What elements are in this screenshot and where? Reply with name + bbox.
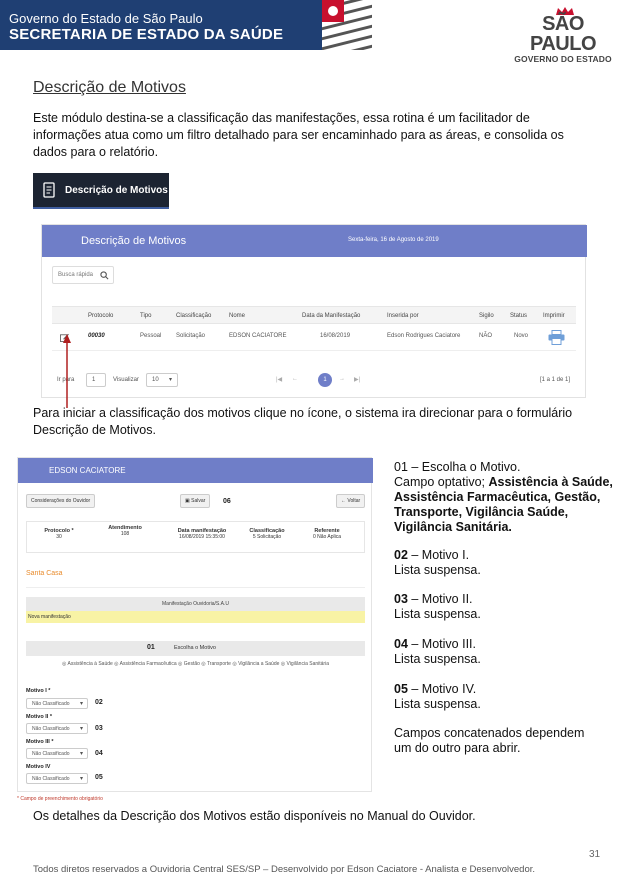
chevron-down-icon: ▾: [169, 377, 173, 383]
closing-paragraph: Os detalhes da Descrição dos Motivos estão disponíveis no Manual do Ouvidor.: [33, 809, 476, 823]
col-data: Data da Manifestação: [302, 313, 361, 319]
divider: [26, 587, 365, 588]
motivo-3-select[interactable]: Não Classificado ▾: [26, 748, 88, 759]
step-03-description: 03 – Motivo II. Lista suspensa.: [394, 592, 481, 621]
header-gov-line: Governo do Estado de São Paulo: [9, 11, 203, 26]
row-protocolo: 00030: [88, 333, 105, 339]
chevron-down-icon: ▾: [79, 726, 83, 732]
col-nome: Nome: [229, 313, 246, 319]
logo-main-text: SÃO PAULO: [529, 13, 596, 55]
back-label: Voltar: [347, 498, 361, 504]
col-imprimir: Imprimir: [543, 313, 565, 319]
page-header: [0, 0, 636, 64]
step-03-marker: 03: [95, 725, 103, 732]
quick-search-placeholder: Busca rápida: [58, 272, 94, 278]
section-title: Descrição de Motivos: [33, 79, 186, 96]
go-to-label: Ir para: [57, 377, 75, 383]
intro-paragraph: Este módulo destina-se a classificação das manifestações, essa rotina é um facilitador de informações atua como um filtro detalhado para ser encaminhado para as áreas, e consolida os dados para o relatório.: [33, 111, 564, 159]
form-user-name: EDSON CACIATORE: [49, 466, 126, 475]
per-page-select[interactable]: [146, 373, 178, 387]
info-atendimento: Atendimento 108: [108, 525, 142, 537]
logo-sub-text: GOVERNO DO ESTADO: [514, 54, 612, 64]
per-page-value: 10: [152, 377, 159, 383]
chevron-down-icon: ▾: [79, 701, 83, 707]
flag-stripes-icon: [322, 0, 372, 50]
table-header: [52, 306, 576, 324]
instruction-paragraph: Para iniciar a classificação dos motivos clique no ícone, o sistema ira direcionar para o formulário Descrição de Motivos.: [33, 406, 573, 437]
row-classificacao: Solicitação: [176, 333, 206, 339]
row-inserida: Edson Rodrigues Caciatore: [387, 333, 461, 339]
list-date: Sexta-feira, 16 de Agosto de 2019: [348, 237, 439, 243]
prev-page-icon[interactable]: ←: [292, 376, 298, 382]
save-icon: ▣: [185, 498, 192, 504]
motivo-radio-options[interactable]: ◎ Assistência à Saúde ◎ Assistência Farmacêutica ◎ Gestão ◎ Transporte ◎ Vigilância a Saúde ◎ Vigilância Sanitária: [62, 661, 329, 667]
list-screenshot: [41, 224, 586, 398]
save-label: Salvar: [191, 498, 206, 504]
quick-search-input[interactable]: [52, 266, 114, 284]
next-page-icon[interactable]: →: [339, 376, 345, 382]
search-icon[interactable]: [100, 271, 109, 280]
table-row[interactable]: [52, 325, 576, 351]
visualizar-label: Visualizar: [113, 377, 139, 383]
consideracoes-button[interactable]: Considerações do Ouvidor: [26, 494, 95, 508]
col-sigilo: Sigilo: [479, 313, 494, 319]
col-protocolo: Protocolo: [88, 313, 114, 319]
chevron-down-icon: ▾: [79, 776, 83, 782]
menu-button-label: Descrição de Motivos: [65, 184, 168, 196]
arrow-left-icon: ←: [341, 498, 348, 504]
step-01-marker: 01: [147, 644, 155, 651]
sp-logo: [508, 14, 618, 64]
row-tipo: Pessoal: [140, 333, 162, 339]
pagination-bar: [52, 373, 576, 389]
row-data: 16/08/2019: [320, 333, 351, 339]
info-referente: Referente 0 Não Aplica: [312, 528, 342, 540]
report-icon: [41, 182, 57, 198]
step-05-description: 05 – Motivo IV. Lista suspensa.: [394, 682, 481, 711]
list-title: Descrição de Motivos: [81, 235, 187, 247]
last-page-icon[interactable]: ▶|: [354, 377, 361, 383]
print-icon[interactable]: [548, 330, 565, 345]
form-title-bar: [18, 458, 373, 483]
col-inserida: Inserida por: [387, 313, 419, 319]
go-to-input[interactable]: [86, 373, 106, 387]
pointer-arrow-icon: [62, 334, 72, 408]
step-06-marker: 06: [223, 498, 231, 505]
step-04-marker: 04: [95, 750, 103, 757]
concatenated-note: Campos concatenados dependem um do outro para abrir.: [394, 726, 585, 755]
motivo-1-select[interactable]: Não Classificado ▾: [26, 698, 88, 709]
motivo-1-label: Motivo I *: [26, 688, 51, 694]
chevron-down-icon: ▾: [79, 751, 83, 757]
required-note: * Campo de preenchimento obrigatório: [17, 796, 103, 802]
row-sigilo: NÃO: [479, 333, 493, 339]
motivo-2-select[interactable]: Não Classificado ▾: [26, 723, 88, 734]
step-02-description: 02 – Motivo I. Lista suspensa.: [394, 548, 481, 577]
save-button[interactable]: [180, 494, 210, 508]
go-to-value: 1: [92, 377, 96, 383]
unit-name: Santa Casa: [26, 570, 63, 577]
col-tipo: Tipo: [140, 313, 152, 319]
page-range: [1 a 1 de 1]: [540, 377, 571, 383]
first-page-icon[interactable]: |◀: [276, 377, 283, 383]
list-title-bar: [42, 225, 587, 257]
step-04-description: 04 – Motivo III. Lista suspensa.: [394, 637, 481, 666]
motivo-4-select[interactable]: Não Classificado ▾: [26, 773, 88, 784]
current-page-button[interactable]: 1: [318, 373, 332, 387]
escolha-label: Escolha o Motivo: [174, 645, 216, 651]
manif-header: Manifestação Ouvidoria/S.A.U: [26, 597, 365, 611]
descricao-motivos-menu-button[interactable]: [33, 173, 169, 209]
col-classificacao: Classificação: [176, 313, 212, 319]
info-data: Data manifestação 16/08/2019 15:35:00: [177, 528, 227, 540]
motivo-3-label: Motivo III *: [26, 739, 54, 745]
col-status: Status: [510, 313, 528, 319]
row-status: Novo: [514, 333, 529, 339]
motivo-2-label: Motivo II *: [26, 714, 52, 720]
escolha-motivo-header: [26, 641, 365, 656]
page-number: 31: [589, 849, 601, 860]
form-screenshot: [17, 457, 372, 792]
manifestation-info: [26, 521, 365, 553]
info-protocolo: Protocolo * 30: [44, 528, 74, 540]
motivo-4-label: Motivo IV: [26, 764, 51, 770]
header-secretaria: SECRETARIA DE ESTADO DA SAÚDE: [9, 26, 284, 43]
step-02-marker: 02: [95, 699, 103, 706]
step-01-description: 01 – Escolha o Motivo. Campo optativo; Assistência à Saúde, Assistência Farmacêutica, Gestão, Transporte, Vigilância Saúde, Vigilância Sanitária.: [394, 460, 613, 534]
nova-manifestacao: Nova manifestação: [26, 611, 365, 623]
info-classificacao: Classificação 5 Solicitação: [249, 528, 285, 540]
back-button[interactable]: [336, 494, 365, 508]
step-05-marker: 05: [95, 774, 103, 781]
footer-text: Todos diretos reservados a Ouvidoria Central SES/SP – Desenvolvido por Edson Caciatore - Analista e Desenvolvedor.: [33, 864, 536, 875]
row-nome: EDSON CACIATORE: [229, 333, 287, 339]
